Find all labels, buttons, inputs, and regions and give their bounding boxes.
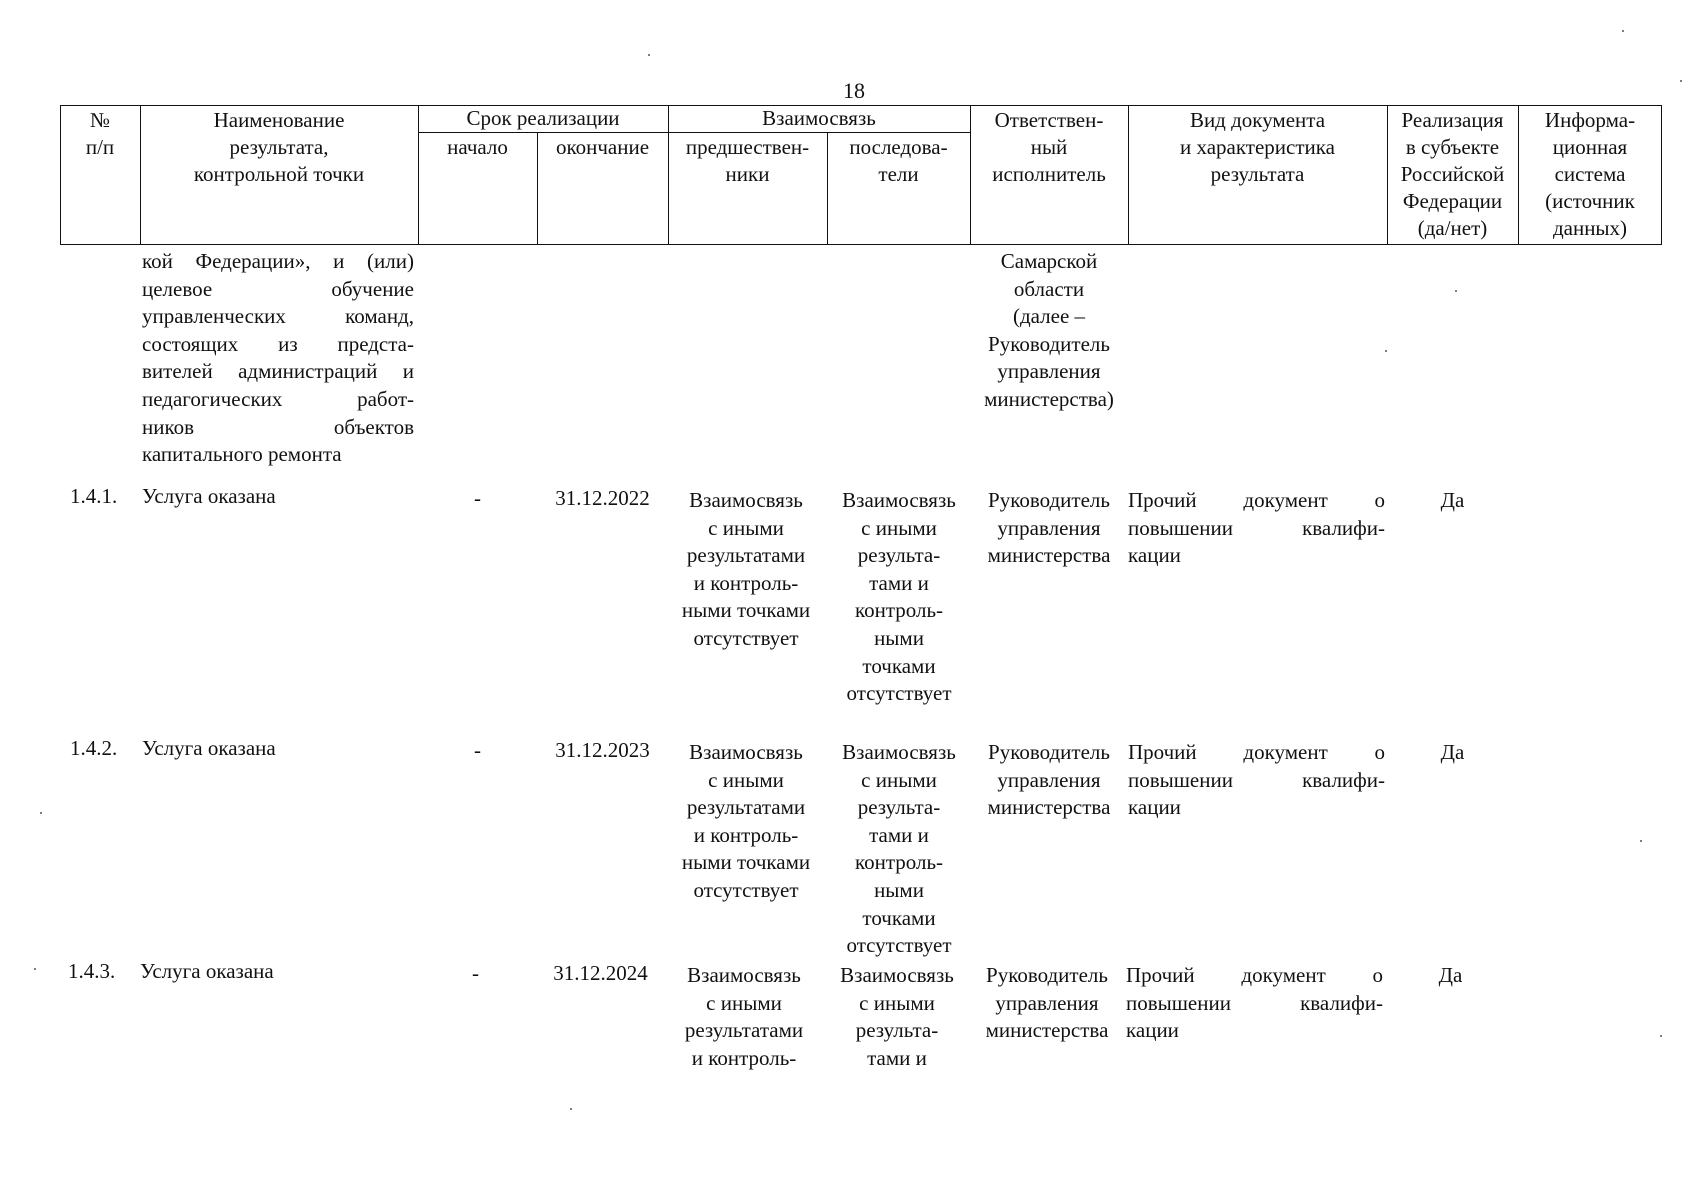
header-period: Срок реализации: [466, 106, 620, 130]
header-name: Наименование результата, контрольной точки: [193, 108, 365, 186]
continuation-responsible: Самарской области (далее – Руководитель управления министерства): [984, 249, 1114, 411]
header-successors: последова- тели: [849, 135, 948, 186]
row-predecessors: Взаимосвязь с иными результатами и контроль- ными точками отсутствует: [681, 740, 811, 902]
scan-speck: [34, 968, 36, 970]
scan-speck: [570, 1108, 572, 1110]
row-doc-type: Прочий документ о повышении квалифи- кации: [1126, 963, 1383, 1043]
row-start: -: [474, 738, 481, 762]
header-region: Реализация в субъекте Российской Федерации (да/нет): [1400, 108, 1505, 240]
row-responsible: Руководитель управления министерства: [987, 740, 1111, 820]
row-successors: Взаимосвязь с иными результа- тами и контроль- ными точками отсутствует: [842, 488, 956, 706]
scan-speck: [1385, 350, 1387, 352]
row-end: 31.12.2024: [553, 961, 648, 985]
row-name: Услуга оказана: [142, 484, 276, 508]
scan-speck: [1455, 290, 1457, 292]
header-num: № п/п: [85, 108, 115, 159]
row-num: 1.4.1.: [70, 484, 118, 508]
row-responsible: Руководитель управления министерства: [987, 488, 1111, 568]
scan-speck: [1640, 840, 1642, 842]
header-relation: Взаимосвязь: [762, 106, 876, 130]
page-number: 18: [843, 78, 865, 103]
row-responsible: Руководитель управления министерства: [985, 963, 1109, 1043]
scan-speck: [1660, 1035, 1662, 1037]
header-doc-type: Вид документа и характеристика результата: [1180, 108, 1335, 186]
row-name: Услуга оказана: [140, 959, 274, 983]
row-region: Да: [1438, 963, 1463, 987]
row-doc-type: Прочий документ о повышении квалифи- кации: [1128, 488, 1385, 568]
row-successors: Взаимосвязь с иными результа- тами и: [840, 963, 954, 1070]
scan-speck: [1680, 80, 1682, 82]
header-info: Информа- ционная система (источник данных): [1544, 108, 1636, 240]
header-predecessors: предшествен- ники: [685, 135, 810, 186]
row-num: 1.4.2.: [70, 736, 118, 760]
row-end: 31.12.2022: [555, 486, 650, 510]
scan-speck: [648, 54, 650, 56]
row-num: 1.4.3.: [68, 959, 116, 983]
scan-speck: [40, 812, 42, 814]
row-region: Да: [1440, 740, 1465, 764]
row-start: -: [472, 961, 479, 985]
row-region: Да: [1440, 488, 1465, 512]
header-end: окончание: [555, 135, 650, 159]
row-doc-type: Прочий документ о повышении квалифи- кации: [1128, 740, 1385, 820]
row-successors: Взаимосвязь с иными результа- тами и контроль- ными точками отсутствует: [842, 740, 956, 958]
scan-speck: [1622, 30, 1624, 32]
header-start: начало: [447, 135, 508, 159]
row-predecessors: Взаимосвязь с иными результатами и контроль-: [684, 963, 804, 1070]
row-start: -: [474, 486, 481, 510]
header-responsible: Ответствен- ный исполнитель: [992, 108, 1106, 186]
row-name: Услуга оказана: [142, 736, 276, 760]
row-predecessors: Взаимосвязь с иными результатами и контроль- ными точками отсутствует: [681, 488, 811, 650]
row-end: 31.12.2023: [555, 738, 650, 762]
continuation-name: кой Федерации», и (или) целевое обучение управленческих команд, состоящих из предста- вителей администраций и педагогических работ- ников объектов капитального ремонта: [142, 249, 414, 467]
